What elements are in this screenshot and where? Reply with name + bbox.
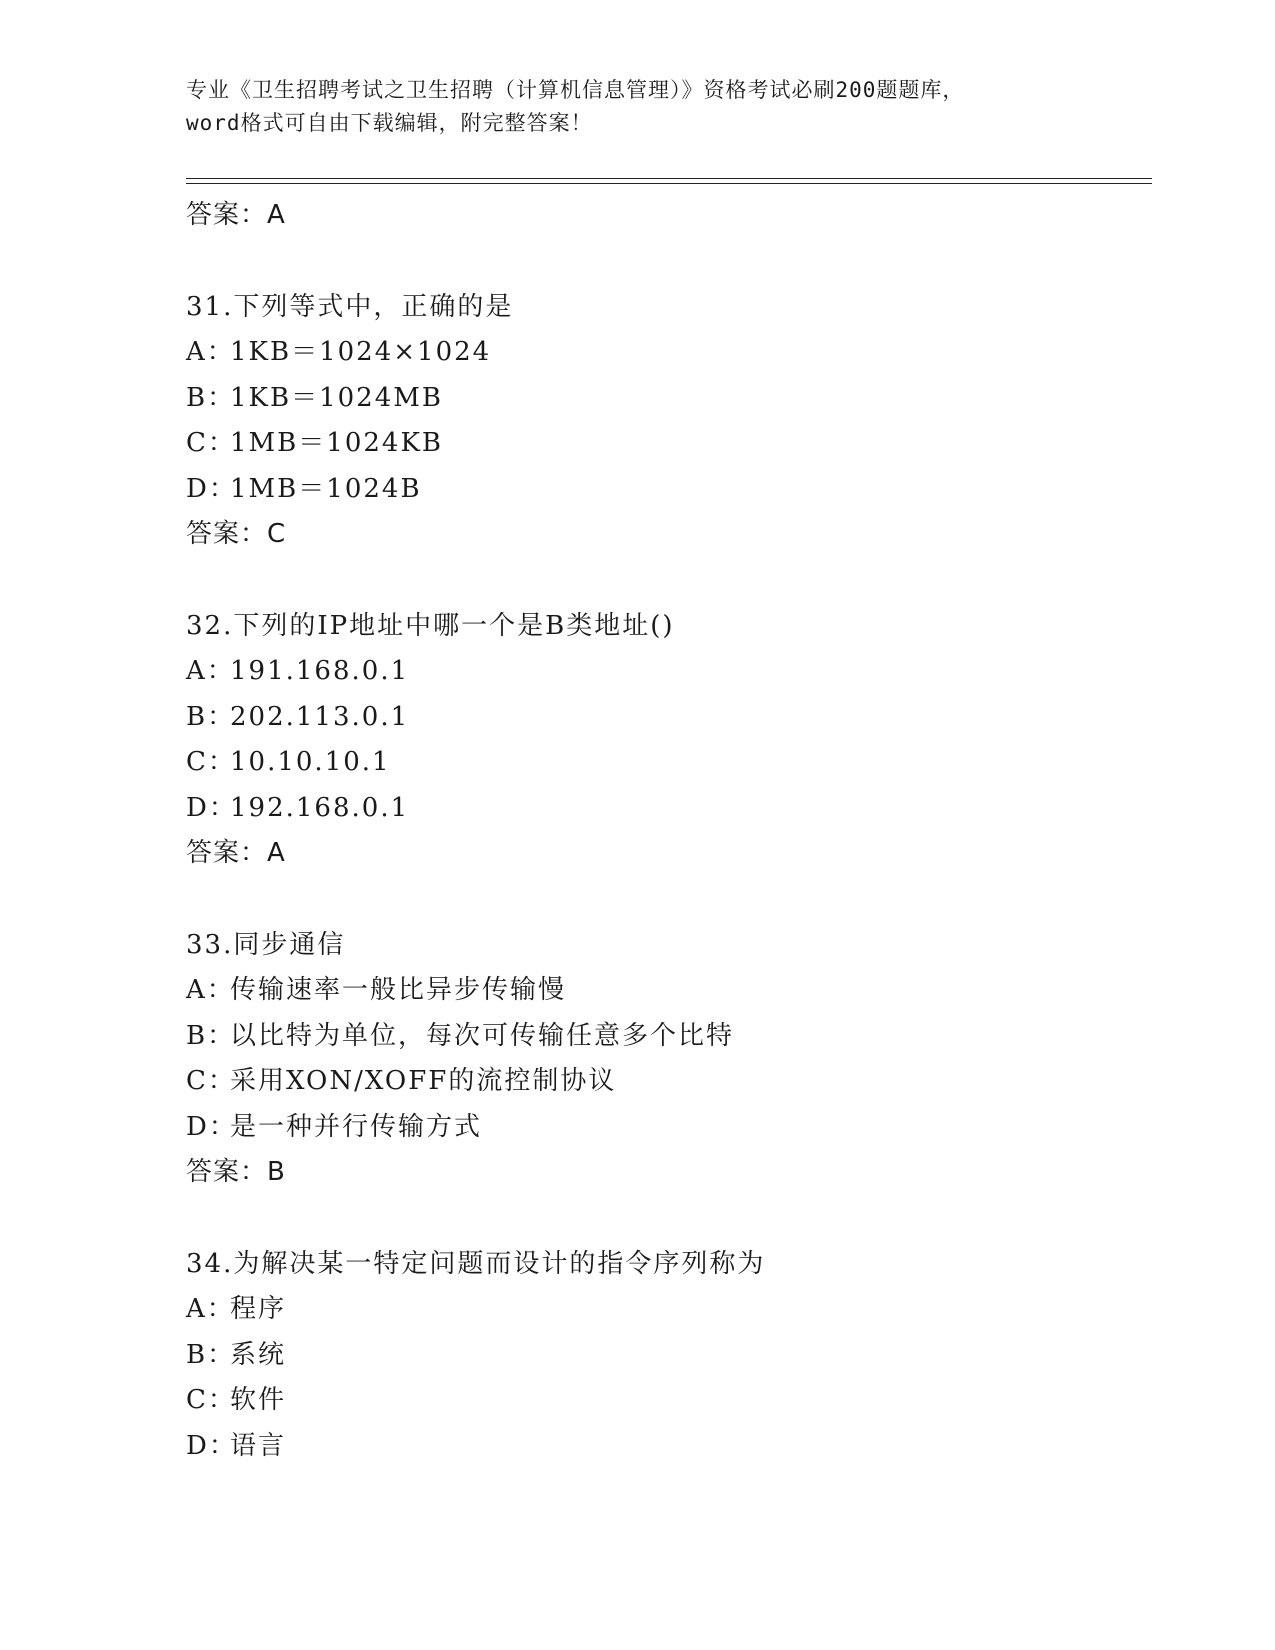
option-text: 以比特为单位，每次可传输任意多个比特	[230, 1020, 735, 1051]
option-letter: A：	[186, 656, 235, 686]
question-block	[186, 923, 1146, 1196]
option-text: 系统	[230, 1339, 287, 1370]
option-text: 192.168.0.1	[230, 792, 410, 823]
option-b	[186, 1333, 1146, 1379]
option-text: 1MB＝1024KB	[230, 428, 443, 458]
option-c	[186, 1059, 1146, 1105]
option-letter: A：	[186, 1294, 235, 1324]
option-d	[186, 786, 1146, 832]
option-c	[186, 740, 1146, 786]
answer-line: 答案：A	[186, 200, 286, 230]
spacer	[186, 239, 1146, 285]
answer-line: 答案：A	[186, 838, 286, 868]
option-text: 1MB＝1024B	[230, 473, 422, 504]
option-letter: D：	[186, 1430, 237, 1461]
option-letter: B：	[186, 1020, 236, 1051]
spacer	[186, 877, 1146, 923]
option-c	[186, 421, 1146, 467]
question-block	[186, 285, 1146, 558]
answer-line: 答案：B	[186, 1157, 286, 1187]
option-text: 采用XON/XOFF的流控制协议	[230, 1066, 617, 1096]
question-stem: 31.下列等式中，正确的是	[186, 291, 514, 322]
option-letter: D：	[186, 473, 237, 504]
option-letter: B：	[186, 701, 236, 732]
option-b	[186, 1014, 1146, 1060]
spacer	[186, 558, 1146, 604]
option-c	[186, 1378, 1146, 1424]
option-text: 10.10.10.1	[230, 747, 391, 777]
option-letter: B：	[186, 382, 236, 413]
option-a	[186, 968, 1146, 1014]
header-line-2: word格式可自由下载编辑，附完整答案！	[186, 111, 593, 135]
option-d	[186, 1105, 1146, 1151]
option-letter: C：	[186, 747, 236, 777]
question-block	[186, 1242, 1146, 1470]
option-b	[186, 695, 1146, 741]
option-text: 传输速率一般比异步传输慢	[230, 975, 567, 1005]
option-d	[186, 1424, 1146, 1470]
option-text: 是一种并行传输方式	[230, 1111, 483, 1142]
question-stem: 32.下列的IP地址中哪一个是B类地址()	[186, 610, 675, 641]
option-text: 191.168.0.1	[230, 656, 410, 686]
question-stem: 34.为解决某一特定问题而设计的指令序列称为	[186, 1248, 766, 1279]
option-a	[186, 649, 1146, 695]
option-b	[186, 376, 1146, 422]
option-letter: A：	[186, 975, 235, 1005]
option-text: 1KB＝1024×1024	[230, 337, 492, 367]
option-text: 软件	[230, 1385, 287, 1415]
header-line-1: 专业《卫生招聘考试之卫生招聘（计算机信息管理）》资格考试必刷200题题库，	[186, 78, 965, 102]
option-letter: C：	[186, 428, 236, 458]
option-a	[186, 330, 1146, 376]
option-letter: D：	[186, 792, 237, 823]
question-stem: 33.同步通信	[186, 929, 346, 960]
option-text: 1KB＝1024MB	[230, 382, 443, 413]
option-text: 程序	[230, 1294, 287, 1324]
header-divider-bottom	[186, 183, 1152, 184]
option-text: 语言	[230, 1430, 287, 1461]
question-block	[186, 604, 1146, 877]
question-list	[186, 193, 1146, 1469]
option-letter: B：	[186, 1339, 236, 1370]
option-letter: D：	[186, 1111, 237, 1142]
spacer	[186, 1196, 1146, 1242]
option-letter: A：	[186, 337, 235, 367]
header-divider-top	[186, 178, 1152, 179]
option-d	[186, 467, 1146, 513]
option-a	[186, 1287, 1146, 1333]
option-letter: C：	[186, 1385, 236, 1415]
option-letter: C：	[186, 1066, 236, 1096]
document-header	[186, 74, 1086, 140]
option-text: 202.113.0.1	[230, 701, 410, 732]
answer-line: 答案：C	[186, 519, 287, 549]
